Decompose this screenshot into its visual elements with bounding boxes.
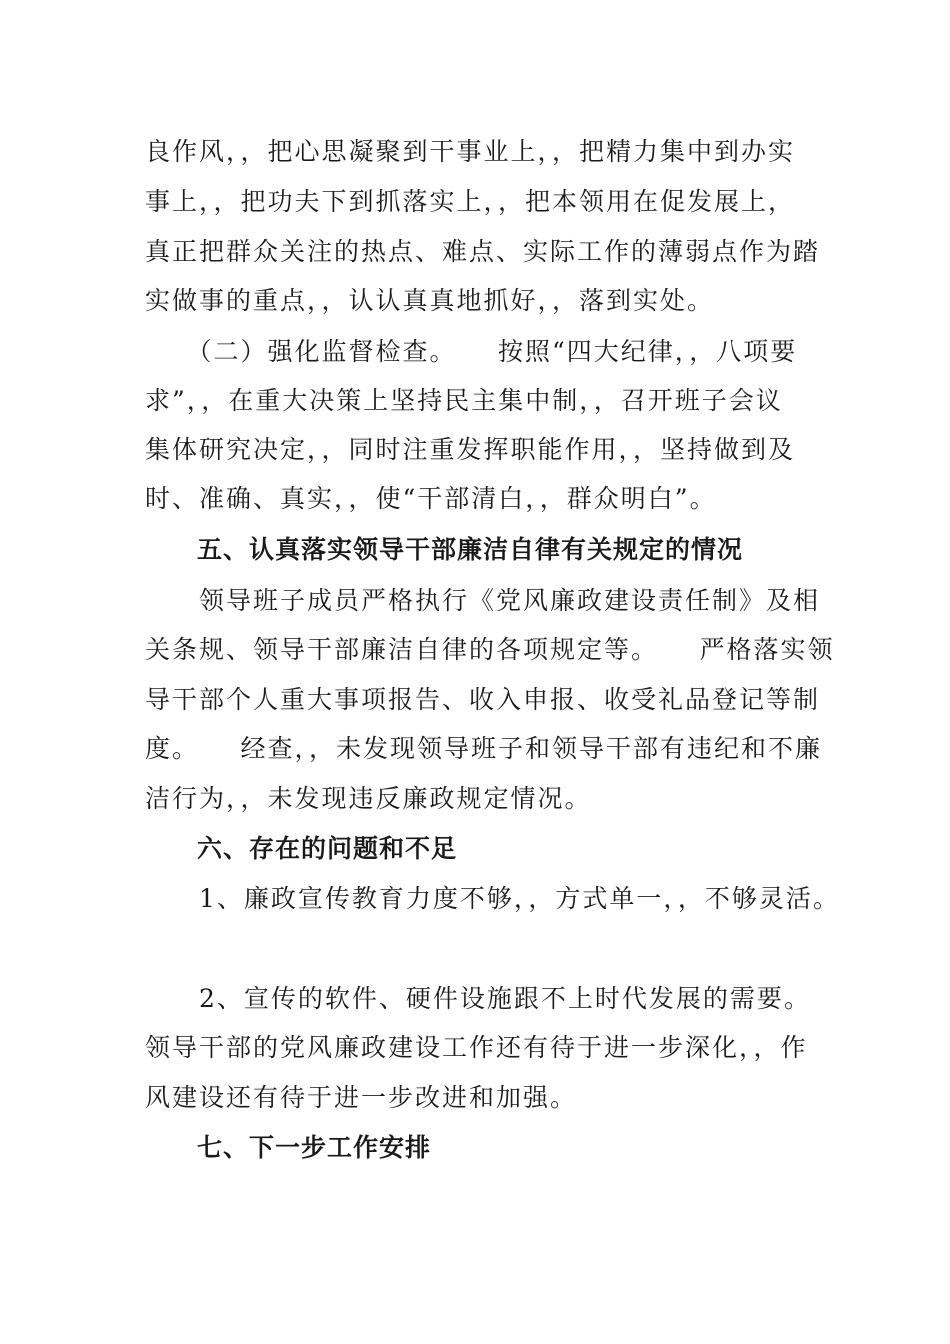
paragraph-line: （二）强化监督检查。 按照“四大纪律，，八项要 [145,337,798,366]
paragraph-line: 集体研究决定，，同时注重发挥职能作用，，坚持做到及 [145,435,796,464]
paragraph-line: 求”，，在重大决策上坚持民主集中制，，召开班子会议 [145,386,783,415]
paragraph-line: 导干部个人重大事项报告、收入申报、收受礼品登记等制 [145,685,821,714]
paragraph-line: 风建设还有待于进一步改进和加强。 [145,1083,578,1112]
paragraph-line: 实做事的重点，，认认真真地抓好，，落到实处。 [145,286,715,315]
paragraph-line: 度。 经查，，未发现领导班子和领导干部有违纪和不廉 [145,734,823,763]
paragraph-line: 事上，，把功夫下到抓落实上，，把本领用在促发展上， [145,187,796,216]
paragraph-line: 2、宣传的软件、硬件设施跟不上时代发展的需要。 [145,984,811,1013]
paragraph-line: 领导班子成员严格执行《党风廉政建设责任制》及相 [145,586,821,615]
paragraph-line: 时、准确、真实，，使“干部清白，，群众明白”。 [145,484,717,513]
section-heading: 六、存在的问题和不足 [145,834,458,863]
paragraph-line: 关条规、领导干部廉洁自律的各项规定等。 严格落实领 [145,635,835,664]
paragraph-line: 良作风，，把心思凝聚到干事业上，，把精力集中到办实 [145,137,796,166]
section-heading: 五、认真落实领导干部廉洁自律有关规定的情况 [145,535,744,564]
paragraph-line: 领导干部的党风廉政建设工作还有待于进一步深化，，作 [145,1033,808,1062]
paragraph-line: 真正把群众关注的热点、难点、实际工作的薄弱点作为踏 [145,237,821,266]
paragraph-line: 1、廉政宣传教育力度不够，，方式单一，，不够灵活。 [145,884,840,913]
section-heading: 七、下一步工作安排 [145,1133,432,1162]
paragraph-line: 洁行为，，未发现违反廉政规定情况。 [145,784,592,813]
